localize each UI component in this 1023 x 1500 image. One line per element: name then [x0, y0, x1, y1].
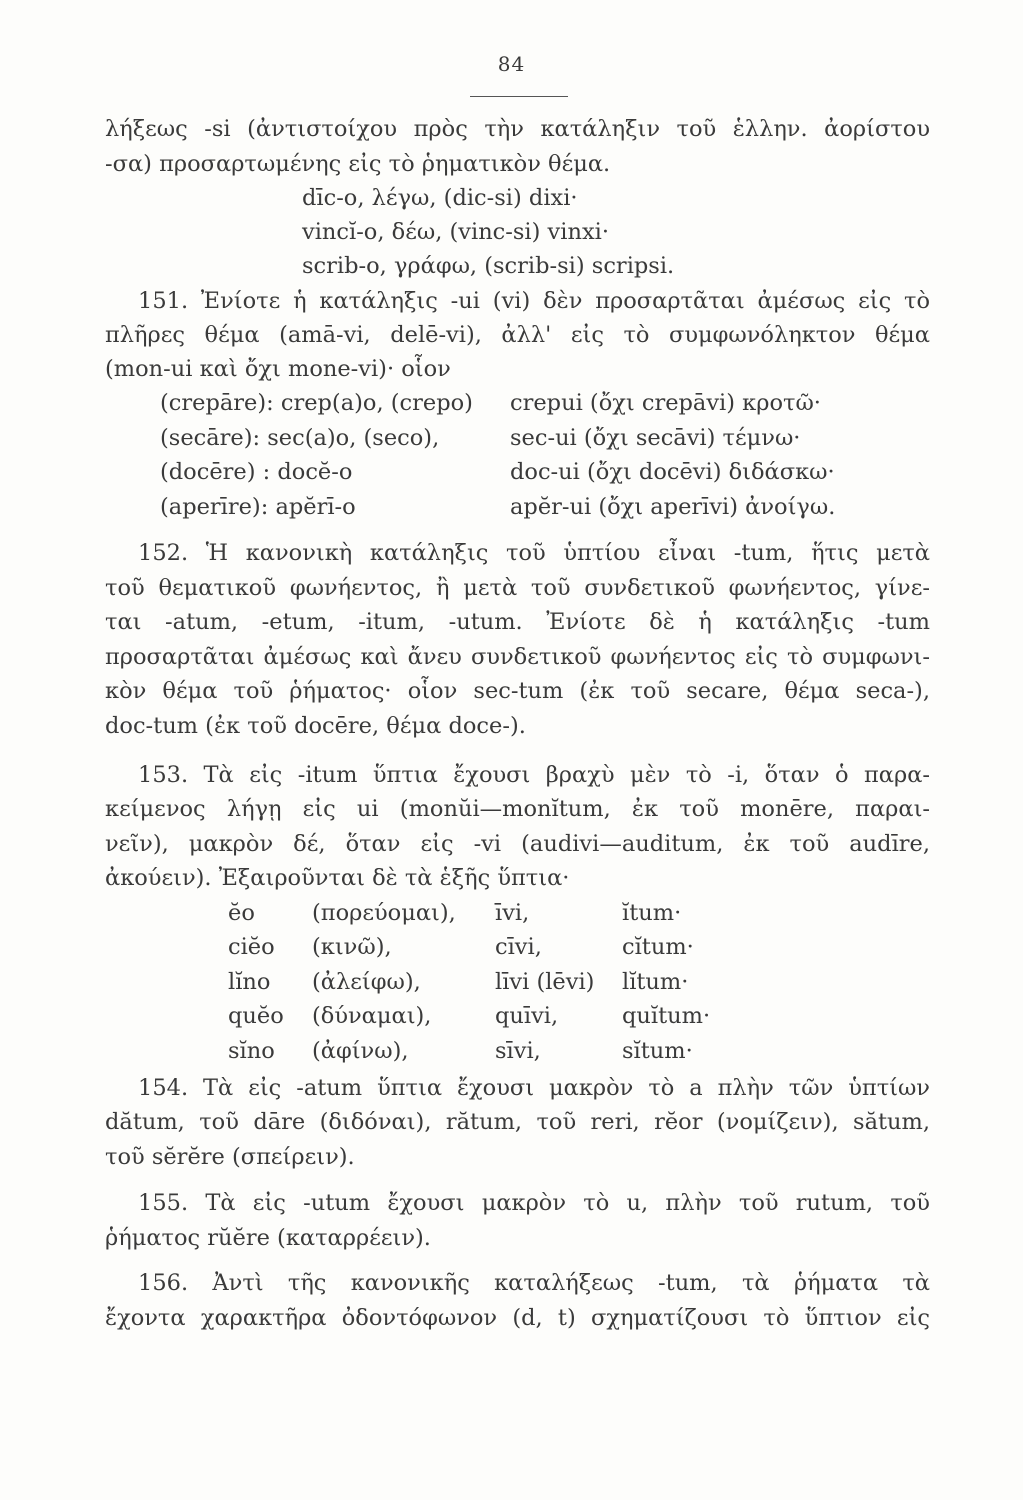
exception-supine: ĭtum·: [622, 900, 682, 926]
exception-meaning: (δύναμαι),: [312, 1003, 432, 1029]
paragraph-line: νεῖν), μακρὸν δέ, ὅταν εἰς -vi (audivi—auditum, ἐκ τοῦ audīre,: [105, 831, 930, 857]
section-156-heading-line: 156. Ἀντὶ τῆς κανονικῆς καταλήξεως -tum, τὰ ῥήματα τὰ: [138, 1270, 930, 1296]
section-151-heading-line: 151. Ἐνίοτε ἡ κατάληξις -ui (vi) δὲν προσαρτᾶται ἀμέσως εἰς τὸ: [138, 288, 930, 314]
section-152-heading-line: 152. Ἡ κανονικὴ κατάληξις τοῦ ὑπτίου εἶναι -tum, ἥτις μετὰ: [138, 540, 930, 566]
paragraph-line: ἀκούειν). Ἐξαιροῦνται δὲ τὰ ἑξῆς ὕπτια·: [105, 865, 570, 891]
exception-verb: quĕo: [228, 1003, 284, 1029]
example-infinitive: (aperīre): apĕrī-o: [160, 494, 356, 520]
example-line: dīc-o, λέγω, (dic-si) dixi·: [302, 185, 578, 211]
example-perfect: crepui (ὄχι crepāvi) κροτῶ·: [510, 390, 821, 416]
exception-meaning: (κινῶ),: [312, 934, 392, 960]
example-perfect: doc-ui (ὄχι docēvi) διδάσκω·: [510, 459, 835, 485]
exception-meaning: (ἀφίνω),: [312, 1038, 409, 1064]
example-perfect: apĕr-ui (ὄχι aperīvi) ἀνοίγω.: [510, 494, 836, 520]
exception-verb: ĕo: [228, 900, 255, 926]
paragraph-line: κὸν θέμα τοῦ ῥήματος· οἷον sec-tum (ἐκ τοῦ secare, θέμα seca-),: [105, 678, 930, 704]
exception-perfect: cīvi,: [495, 934, 542, 960]
exception-meaning: (πορεύομαι),: [312, 900, 456, 926]
example-line: vincĭ-o, δέω, (vinc-si) vinxi·: [302, 219, 609, 245]
paragraph-line: πλῆρες θέμα (amā-vi, delē-vi), ἀλλ' εἰς τὸ συμφωνόληκτον θέμα: [105, 322, 930, 348]
exception-verb: ciĕo: [228, 934, 275, 960]
paragraph-line: -σα) προσαρτωμένης εἰς τὸ ῥηματικὸν θέμα.: [105, 151, 611, 177]
exception-perfect: īvi,: [495, 900, 530, 926]
exception-perfect: līvi (lēvi): [495, 969, 595, 995]
exception-verb: sĭno: [228, 1038, 275, 1064]
exception-perfect: sīvi,: [495, 1038, 541, 1064]
example-line: scrib-o, γράφω, (scrib-si) scripsi.: [302, 253, 675, 279]
exception-supine: sĭtum·: [622, 1038, 693, 1064]
section-155-heading-line: 155. Τὰ εἰς -utum ἔχουσι μακρὸν τὸ u, πλὴν τοῦ rutum, τοῦ: [138, 1190, 930, 1216]
exception-supine: quĭtum·: [622, 1003, 711, 1029]
paragraph-line: ἔχοντα χαρακτῆρα ὀδοντόφωνον (d, t) σχηματίζουσι τὸ ὕπτιον εἰς: [105, 1305, 930, 1331]
exception-supine: lĭtum·: [622, 969, 689, 995]
page-number: 84: [497, 52, 526, 76]
paragraph-line: προσαρτᾶται ἀμέσως καὶ ἄνευ συνδετικοῦ φωνήεντος εἰς τὸ συμφωνι-: [105, 644, 930, 670]
paragraph-line: doc-tum (ἐκ τοῦ docēre, θέμα doce-).: [105, 713, 526, 739]
paragraph-line: κείμενος λήγῃ εἰς ui (monŭi—monĭtum, ἐκ τοῦ monēre, παραι-: [105, 796, 930, 822]
page-number-rule: [470, 96, 568, 97]
exception-perfect: quīvi,: [495, 1003, 559, 1029]
paragraph-line: τοῦ sĕrĕre (σπείρειν).: [105, 1144, 355, 1170]
section-153-heading-line: 153. Τὰ εἰς -itum ὕπτια ἔχουσι βραχὺ μὲν τὸ -i, ὅταν ὁ παρα-: [138, 762, 930, 788]
paragraph-line: (mon-ui καὶ ὄχι mone-vi)· οἷον: [105, 356, 451, 382]
example-infinitive: (crepāre): crep(a)o, (crepo): [160, 390, 473, 416]
section-154-heading-line: 154. Τὰ εἰς -atum ὕπτια ἔχουσι μακρὸν τὸ a πλὴν τῶν ὑπτίων: [138, 1075, 930, 1101]
exception-supine: cĭtum·: [622, 934, 694, 960]
paragraph-line: ται -atum, -etum, -itum, -utum. Ἐνίοτε δὲ ἡ κατάληξις -tum: [105, 609, 930, 635]
paragraph-line: dătum, τοῦ dāre (διδόναι), rătum, τοῦ reri, rĕor (νομίζειν), sătum,: [105, 1109, 930, 1135]
exception-verb: lĭno: [228, 969, 271, 995]
exception-meaning: (ἀλείφω),: [312, 969, 421, 995]
example-infinitive: (secāre): sec(a)o, (seco),: [160, 425, 440, 451]
example-perfect: sec-ui (ὄχι secāvi) τέμνω·: [510, 425, 801, 451]
paragraph-line: λήξεως -si (ἀντιστοίχου πρὸς τὴν κατάληξιν τοῦ ἑλλην. ἀορίστου: [105, 116, 930, 142]
paragraph-line: τοῦ θεματικοῦ φωνήεντος, ἢ μετὰ τοῦ συνδετικοῦ φωνήεντος, γίνε-: [105, 575, 930, 601]
example-infinitive: (docēre) : docĕ-o: [160, 459, 353, 485]
paragraph-line: ῥήματος rŭĕre (καταρρέειν).: [105, 1225, 431, 1251]
